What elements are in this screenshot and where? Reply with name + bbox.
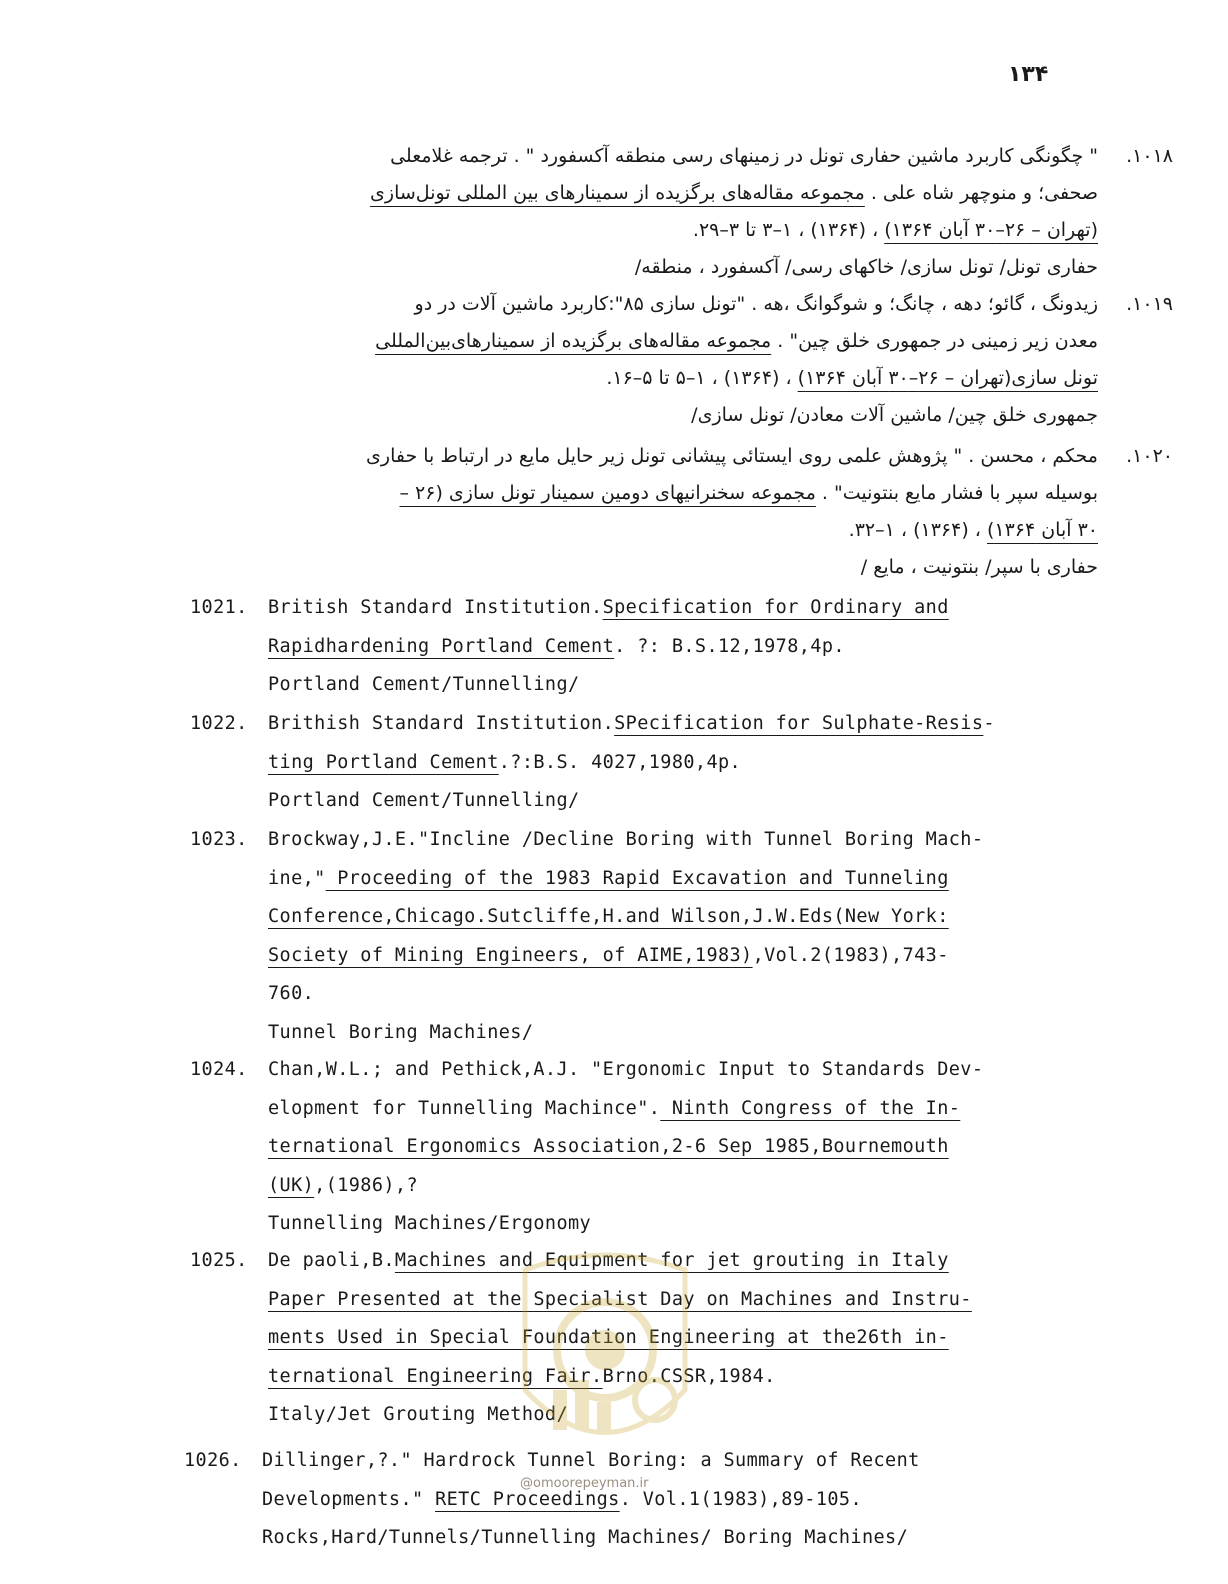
entry-keywords: Italy/Jet Grouting Method/	[268, 1404, 568, 1425]
persian-entry-1018	[238, 138, 1173, 286]
entry-line: معدن زیر زمینی در جمهوری خلق چین" . مجموعه مقاله‌های برگزیده از سمینارهای‌بین‌المللی	[375, 330, 1098, 352]
entry-line: Developments." RETC Proceedings. Vol.1(1983),89-105.	[262, 1488, 862, 1510]
entry-line: " چگونگی کاربرد ماشین حفاری تونل در زمینهای رسی منطقه آکسفورد " . ترجمه غلامعلی	[390, 145, 1098, 167]
entry-line: elopment for Tunnelling Machince". Ninth Congress of the In-	[268, 1097, 961, 1119]
entry-1021	[190, 589, 1070, 705]
entry-line: بوسیله سپر با فشار مایع بنتونیت" . مجموعه سخنرانیهای دومین سمینار تونل سازی (۲۶ –	[399, 482, 1098, 504]
page-number: ۱۳۴	[1008, 62, 1049, 87]
entry-number: ۱۰۲۰.	[1126, 445, 1173, 467]
persian-entry-1020	[238, 438, 1173, 586]
entry-line: (تهران – ۲۶–۳۰ آبان ۱۳۶۴) ، (۱۳۶۴) ، ۱–۳ تا ۳–۲۹.	[692, 219, 1098, 241]
entry-number: 1024.	[190, 1059, 248, 1080]
entry-line: Chan,W.L.; and Pethick,A.J. "Ergonomic Input to Standards Dev-	[268, 1059, 984, 1080]
entry-keywords: Portland Cement/Tunnelling/	[268, 674, 580, 695]
watermark-text: @omoorepeyman.ir	[520, 1476, 649, 1491]
entry-1025	[190, 1242, 1070, 1435]
entry-number: ۱۰۱۸.	[1126, 145, 1173, 167]
entry-line: British Standard Institution.Specification for Ordinary and	[268, 597, 949, 618]
entry-line: ine," Proceeding of the 1983 Rapid Excavation and Tunneling	[268, 867, 949, 889]
entry-line: Rapidhardening Portland Cement. ?: B.S.12,1978,4p.	[268, 635, 845, 657]
entry-line: محکم ، محسن . " پژوهش علمی روی ایستائی پیشانی تونل زیر حایل مایع در ارتباط با حفاری	[366, 445, 1098, 467]
entry-line: Conference,Chicago.Sutcliffe,H.and Wilson,J.W.Eds(New York:	[268, 906, 949, 927]
entry-line: Brithish Standard Institution.SPecification for Sulphate-Resis-	[268, 713, 995, 734]
persian-entry-1019	[238, 286, 1173, 434]
entry-keywords: Rocks,Hard/Tunnels/Tunnelling Machines/ Boring Machines/	[262, 1527, 909, 1548]
entry-keywords: حفاری تونل/ تونل سازی/ خاکهای رسی/ آکسفورد ، منطقه/	[634, 256, 1098, 278]
entry-line: (UK),(1986),?	[268, 1174, 418, 1196]
entry-line: ternational Engineering Fair.Brno.CSSR,1984.	[268, 1365, 776, 1387]
entry-line: صحفی؛ و منوچهر شاه علی . مجموعه مقاله‌های برگزیده از سمینارهای بین المللی تونل‌سازی	[370, 182, 1098, 204]
entry-line: 760.	[268, 983, 315, 1004]
entry-keywords: حفاری با سپر/ بنتونیت ، مایع /	[860, 556, 1098, 578]
entry-1023	[190, 821, 1070, 1052]
entry-line: Brockway,J.E."Incline /Decline Boring with Tunnel Boring Mach-	[268, 829, 984, 850]
entry-number: 1023.	[190, 829, 248, 850]
entry-line: Paper Presented at the Specialist Day on Machines and Instru-	[268, 1288, 972, 1310]
entry-1024	[190, 1051, 1070, 1244]
entry-keywords: Portland Cement/Tunnelling/	[268, 790, 580, 811]
entry-number: 1025.	[190, 1250, 248, 1271]
entry-line: ۳۰ آبان ۱۳۶۴) ، (۱۳۶۴) ، ۱–۳۲.	[848, 519, 1098, 541]
entry-number: ۱۰۱۹.	[1126, 293, 1173, 315]
entry-1022	[190, 705, 1070, 821]
entry-line: ternational Ergonomics Association,2-6 Sep 1985,Bournemouth	[268, 1136, 949, 1157]
entry-line: Dillinger,?." Hardrock Tunnel Boring: a Summary of Recent	[262, 1450, 920, 1471]
entry-line: De paoli,B.Machines and Equipment for jet grouting in Italy	[268, 1250, 949, 1271]
entry-line: تونل سازی(تهران – ۲۶–۳۰ آبان ۱۳۶۴) ، (۱۳۶۴) ، ۱–۵ تا ۵–۱۶.	[606, 367, 1098, 389]
entry-number: 1022.	[190, 713, 248, 734]
entry-number: 1026.	[184, 1450, 242, 1471]
entry-line: Society of Mining Engineers, of AIME,1983),Vol.2(1983),743-	[268, 944, 949, 966]
entry-line: زیدونگ ، گائو؛ دهه ، چانگ؛ و شوگوانگ ،هه . "تونل سازی ۸۵":کاربرد ماشین آلات در دو	[414, 293, 1098, 315]
entry-keywords: جمهوری خلق چین/ ماشین آلات معادن/ تونل سازی/	[691, 404, 1098, 426]
entry-1026	[184, 1442, 1064, 1558]
entry-keywords: Tunnel Boring Machines/	[268, 1021, 534, 1043]
entry-line: ting Portland Cement.?:B.S. 4027,1980,4p.	[268, 751, 742, 773]
entry-number: 1021.	[190, 597, 248, 618]
entry-keywords: Tunnelling Machines/Ergonomy	[268, 1213, 592, 1234]
entry-line: ments Used in Special Foundation Engineering at the26th in-	[268, 1327, 949, 1348]
